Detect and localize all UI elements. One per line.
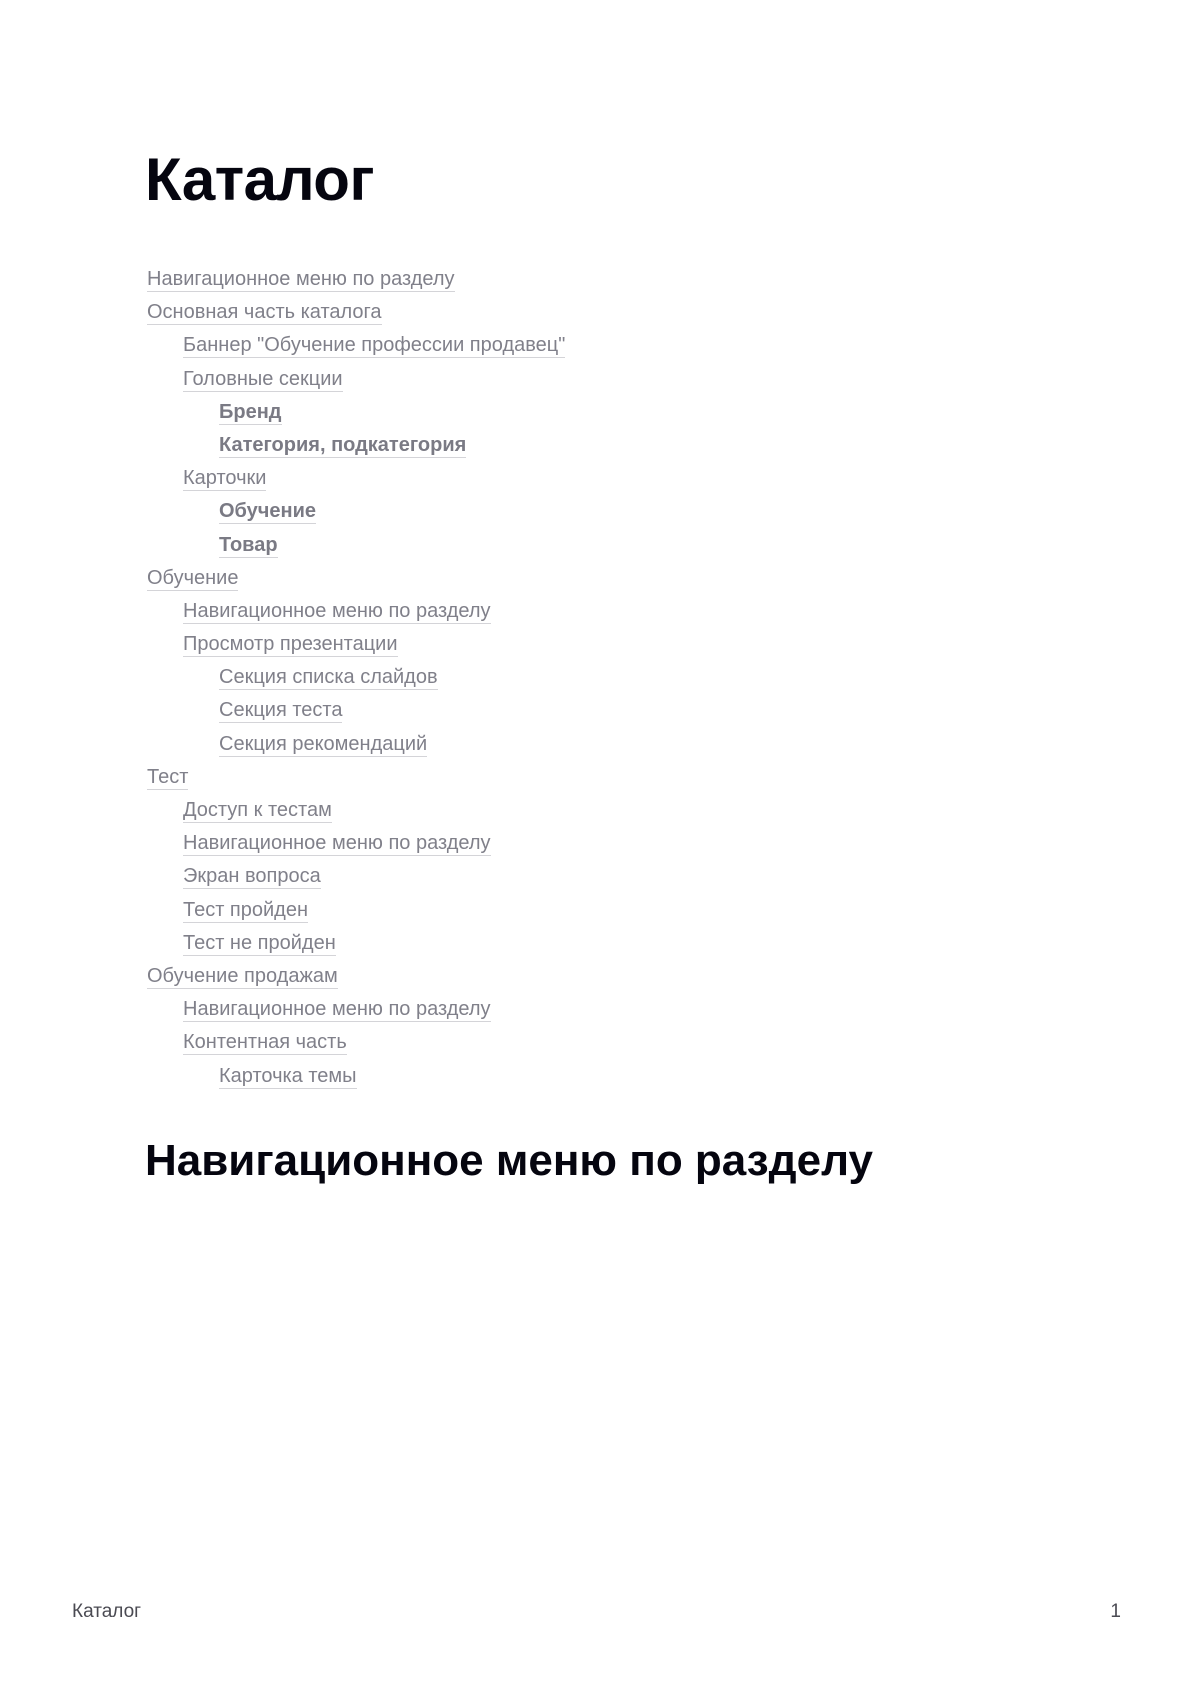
toc-item [147,827,1047,860]
toc-link[interactable]: Карточка темы [219,1064,357,1087]
toc-item [147,429,1047,462]
toc-item [147,529,1047,562]
toc-link[interactable]: Навигационное меню по разделу [183,998,491,1021]
toc-item [147,728,1047,761]
toc-item [147,495,1047,528]
toc-link[interactable]: Головные секции [183,367,343,390]
toc-item [147,296,1047,329]
toc-link[interactable]: Секция списка слайдов [219,666,438,689]
toc-link[interactable]: Навигационное меню по разделу [147,268,455,290]
toc-link[interactable]: Бренд [219,400,282,423]
toc-link[interactable]: Обучение [219,500,317,523]
toc-link[interactable]: Навигационное меню по разделу [183,832,491,855]
toc-link[interactable]: Тест пройден [183,898,309,921]
toc-item [147,661,1047,694]
toc-item [147,794,1047,827]
toc-item [147,960,1047,993]
toc-link[interactable]: Обучение [147,566,239,589]
toc-link[interactable]: Основная часть каталога [147,301,382,324]
toc-link[interactable]: Контентная часть [183,1031,347,1054]
toc-link[interactable]: Товар [219,533,278,556]
toc-item [147,562,1047,595]
toc-item [147,462,1047,495]
toc-item [147,628,1047,661]
toc-link[interactable]: Тест не пройден [183,931,336,954]
section-heading: Навигационное меню по разделу [145,1136,873,1185]
toc-item [147,860,1047,893]
toc-link[interactable]: Просмотр презентации [183,633,398,656]
toc-item [147,595,1047,628]
toc-link[interactable]: Экран вопроса [183,865,321,888]
footer-page-number: 1 [1110,1601,1121,1622]
toc-item [147,694,1047,727]
toc-link[interactable]: Доступ к тестам [183,799,332,821]
toc-link[interactable]: Навигационное меню по разделу [183,599,491,622]
toc-link[interactable]: Тест [147,765,189,788]
footer-document-title: Каталог [72,1601,142,1622]
toc-item [147,396,1047,429]
page-title: Каталог [145,146,374,213]
toc-item [147,993,1047,1026]
toc-link[interactable]: Карточки [183,467,267,490]
toc-item [147,263,1047,296]
toc-item [147,894,1047,927]
toc-item [147,329,1047,362]
toc-item [147,1026,1047,1059]
toc-link[interactable]: Обучение продажам [147,964,338,987]
toc-link[interactable]: Баннер "Обучение профессии продавец" [183,334,566,357]
toc-item [147,761,1047,794]
toc-link[interactable]: Секция рекомендаций [219,732,428,755]
toc-item [147,1060,1047,1093]
table-of-contents [147,263,1047,1093]
toc-link[interactable]: Категория, подкатегория [219,433,467,456]
toc-item [147,927,1047,960]
toc-link[interactable]: Секция теста [219,699,343,722]
toc-item [147,363,1047,396]
